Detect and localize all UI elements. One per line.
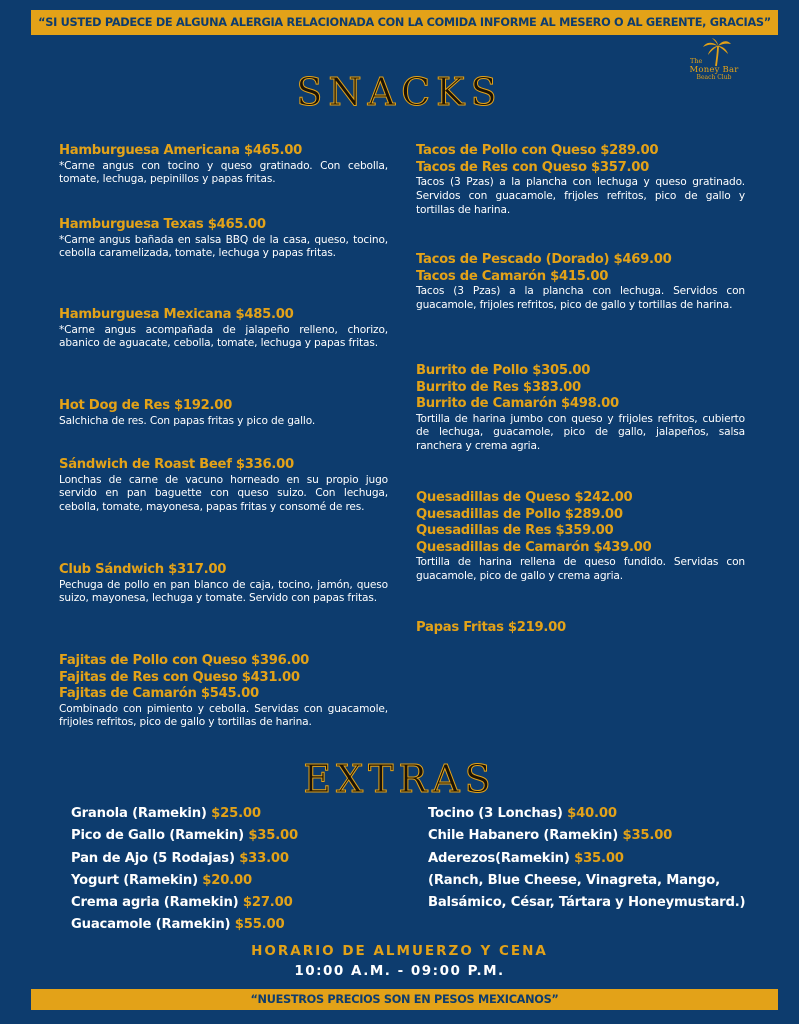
hours-title: HORARIO DE ALMUERZO Y CENA — [251, 943, 548, 959]
extras-left-column — [71, 803, 391, 937]
extra-price: $20.00 — [202, 872, 252, 888]
extra-price: $35.00 — [248, 828, 299, 844]
pricing-notice-banner: “NUESTROS PRECIOS SON EN PESOS MEXICANOS” — [31, 989, 778, 1010]
menu-item-burritos — [416, 363, 745, 454]
item-name: Hamburguesa Texas $465.00 — [59, 217, 266, 232]
item-name: Burrito de Camarón $498.00 — [416, 396, 619, 411]
extra-price: $35.00 — [622, 828, 673, 844]
menu-item-club-sandwich — [59, 562, 388, 606]
menu-item-hot-dog — [59, 398, 388, 428]
item-description: Lonchas de carne de vacuno horneado en su propio jugo servido en pan baguette con queso suizo. Con lechuga, cebolla, tomate, mayonesa, papas fritas y consomé de res. — [59, 473, 388, 514]
logo-line-3: Beach Club — [696, 74, 732, 81]
item-name: Fajitas de Pollo con Queso $396.00 — [59, 653, 309, 668]
extra-item — [71, 825, 391, 847]
item-name: Quesadillas de Res $359.00 — [416, 523, 614, 538]
item-name: Hamburguesa Americana $465.00 — [59, 143, 302, 158]
extra-label: Crema agria (Ramekin) — [71, 895, 243, 911]
item-description: Salchicha de res. Con papas fritas y pico de gallo. — [59, 414, 316, 427]
snacks-title: SNACKS — [296, 70, 503, 114]
logo-line-1: The — [690, 57, 703, 65]
item-description: Tortilla de harina rellena de queso fundido. Servidas con guacamole, pico de gallo y crema agria. — [416, 556, 745, 582]
extra-price: $40.00 — [567, 806, 617, 821]
extra-label: Guacamole (Ramekin) — [71, 917, 235, 933]
extra-label: Pan de Ajo (5 Rodajas) — [71, 850, 240, 866]
item-name: Sándwich de Roast Beef $336.00 — [59, 457, 294, 472]
menu-item-quesadillas — [416, 490, 745, 584]
item-name: Hamburguesa Mexicana $485.00 — [59, 307, 294, 322]
item-name: Burrito de Res $383.00 — [416, 379, 581, 395]
extra-price: $33.00 — [239, 850, 289, 866]
extra-price: $27.00 — [242, 895, 293, 911]
menu-item-hamburguesa-mexicana — [59, 307, 388, 351]
item-name: Club Sándwich $317.00 — [59, 562, 227, 577]
hours-time: 10:00 A.M. - 09:00 P.M. — [294, 963, 505, 979]
item-name: Tacos de Camarón $415.00 — [416, 268, 609, 284]
extra-item — [428, 848, 768, 870]
extra-item — [71, 803, 391, 825]
item-description: *Carne angus con tocino y queso gratinado. Con cebolla, tomate, lechuga, pepinillos y papas fritas. — [59, 159, 388, 186]
item-name: Quesadillas de Camarón $439.00 — [416, 539, 652, 555]
item-description: Combinado con pimiento y cebolla. Servidas con guacamole, frijoles refritos, pico de gallo y tortillas de harina. — [59, 702, 388, 729]
menu-item-sandwich-roast-beef — [59, 457, 388, 515]
extra-price: $35.00 — [574, 850, 624, 866]
item-description: Pechuga de pollo en pan blanco de caja, tocino, jamón, queso suizo, mayonesa, lechuga y tomate. Servido con papas fritas. — [59, 578, 388, 605]
extra-price: $55.00 — [234, 917, 285, 933]
menu-item-hamburguesa-americana — [59, 143, 388, 187]
item-description: Tacos (3 Pzas) a la plancha con lechuga y queso gratinado. Servidos con guacamole, frijoles refritos, pico de gallo y tortillas de harina. — [416, 176, 745, 216]
item-name: Fajitas de Res con Queso $431.00 — [59, 669, 300, 685]
logo-line-2: Money Bar — [689, 64, 739, 75]
item-name: Hot Dog de Res $192.00 — [59, 398, 233, 413]
item-name: Fajitas de Camarón $545.00 — [59, 686, 259, 701]
item-name: Quesadillas de Queso $242.00 — [416, 490, 633, 505]
menu-item-fajitas — [59, 653, 388, 730]
extra-item — [71, 914, 391, 936]
extra-item — [71, 892, 391, 914]
item-description: Tacos (3 Pzas) a la plancha con lechuga. Servidos con guacamole, frijoles refritos, pico de gallo y tortillas de harina. — [416, 285, 745, 311]
extra-label: Chile Habanero (Ramekin) — [428, 828, 623, 844]
extra-label: Tocino (3 Lonchas) — [428, 806, 568, 821]
item-description: Tortilla de harina jumbo con queso y frijoles refritos, cubierto de lechuga, guacamole, pico de gallo, jalapeños, salsa ranchera y crema agria. — [416, 412, 745, 453]
item-name: Tacos de Res con Queso $357.00 — [416, 159, 649, 175]
extra-item — [71, 848, 391, 870]
extras-right-column — [428, 803, 768, 914]
item-name: Papas Fritas $219.00 — [416, 620, 566, 635]
extra-label: Yogurt (Ramekin) — [71, 872, 203, 888]
extra-item — [428, 803, 768, 825]
extra-item — [428, 870, 768, 892]
extra-item — [71, 870, 391, 892]
extra-label: Pico de Gallo (Ramekin) — [71, 828, 249, 844]
extras-title: EXTRAS — [303, 757, 496, 801]
menu-item-papas-fritas — [416, 620, 745, 637]
extra-label: Aderezos(Ramekin) — [428, 850, 575, 866]
item-name: Tacos de Pollo con Queso $289.00 — [416, 143, 659, 158]
item-description: *Carne angus acompañada de jalapeño relleno, chorizo, abanico de aguacate, cebolla, tomate, lechuga y papas fritas. — [59, 323, 388, 350]
menu-item-hamburguesa-texas — [59, 217, 388, 261]
extra-label: Granola (Ramekin) — [71, 806, 212, 821]
extra-item — [428, 825, 768, 847]
allergy-notice-banner: “SI USTED PADECE DE ALGUNA ALERGIA RELACIONADA CON LA COMIDA INFORME AL MESERO O AL GERENTE, GRACIAS” — [31, 10, 778, 35]
menu-item-tacos-pescado-camaron — [416, 252, 745, 313]
extra-label: Balsámico, César, Tártara y Honeymustard.) — [428, 895, 746, 911]
extra-item — [428, 892, 768, 914]
extra-price: $25.00 — [211, 806, 261, 821]
extra-label: (Ranch, Blue Cheese, Vinagreta, Mango, — [428, 872, 720, 888]
menu-item-tacos-pollo-res — [416, 143, 745, 217]
item-name: Tacos de Pescado (Dorado) $469.00 — [416, 252, 672, 267]
item-name: Burrito de Pollo $305.00 — [416, 363, 591, 378]
item-description: *Carne angus bañada en salsa BBQ de la casa, queso, tocino, cebolla caramelizada, tomate, lechuga y papas fritas. — [59, 233, 388, 260]
item-name: Quesadillas de Pollo $289.00 — [416, 506, 623, 522]
